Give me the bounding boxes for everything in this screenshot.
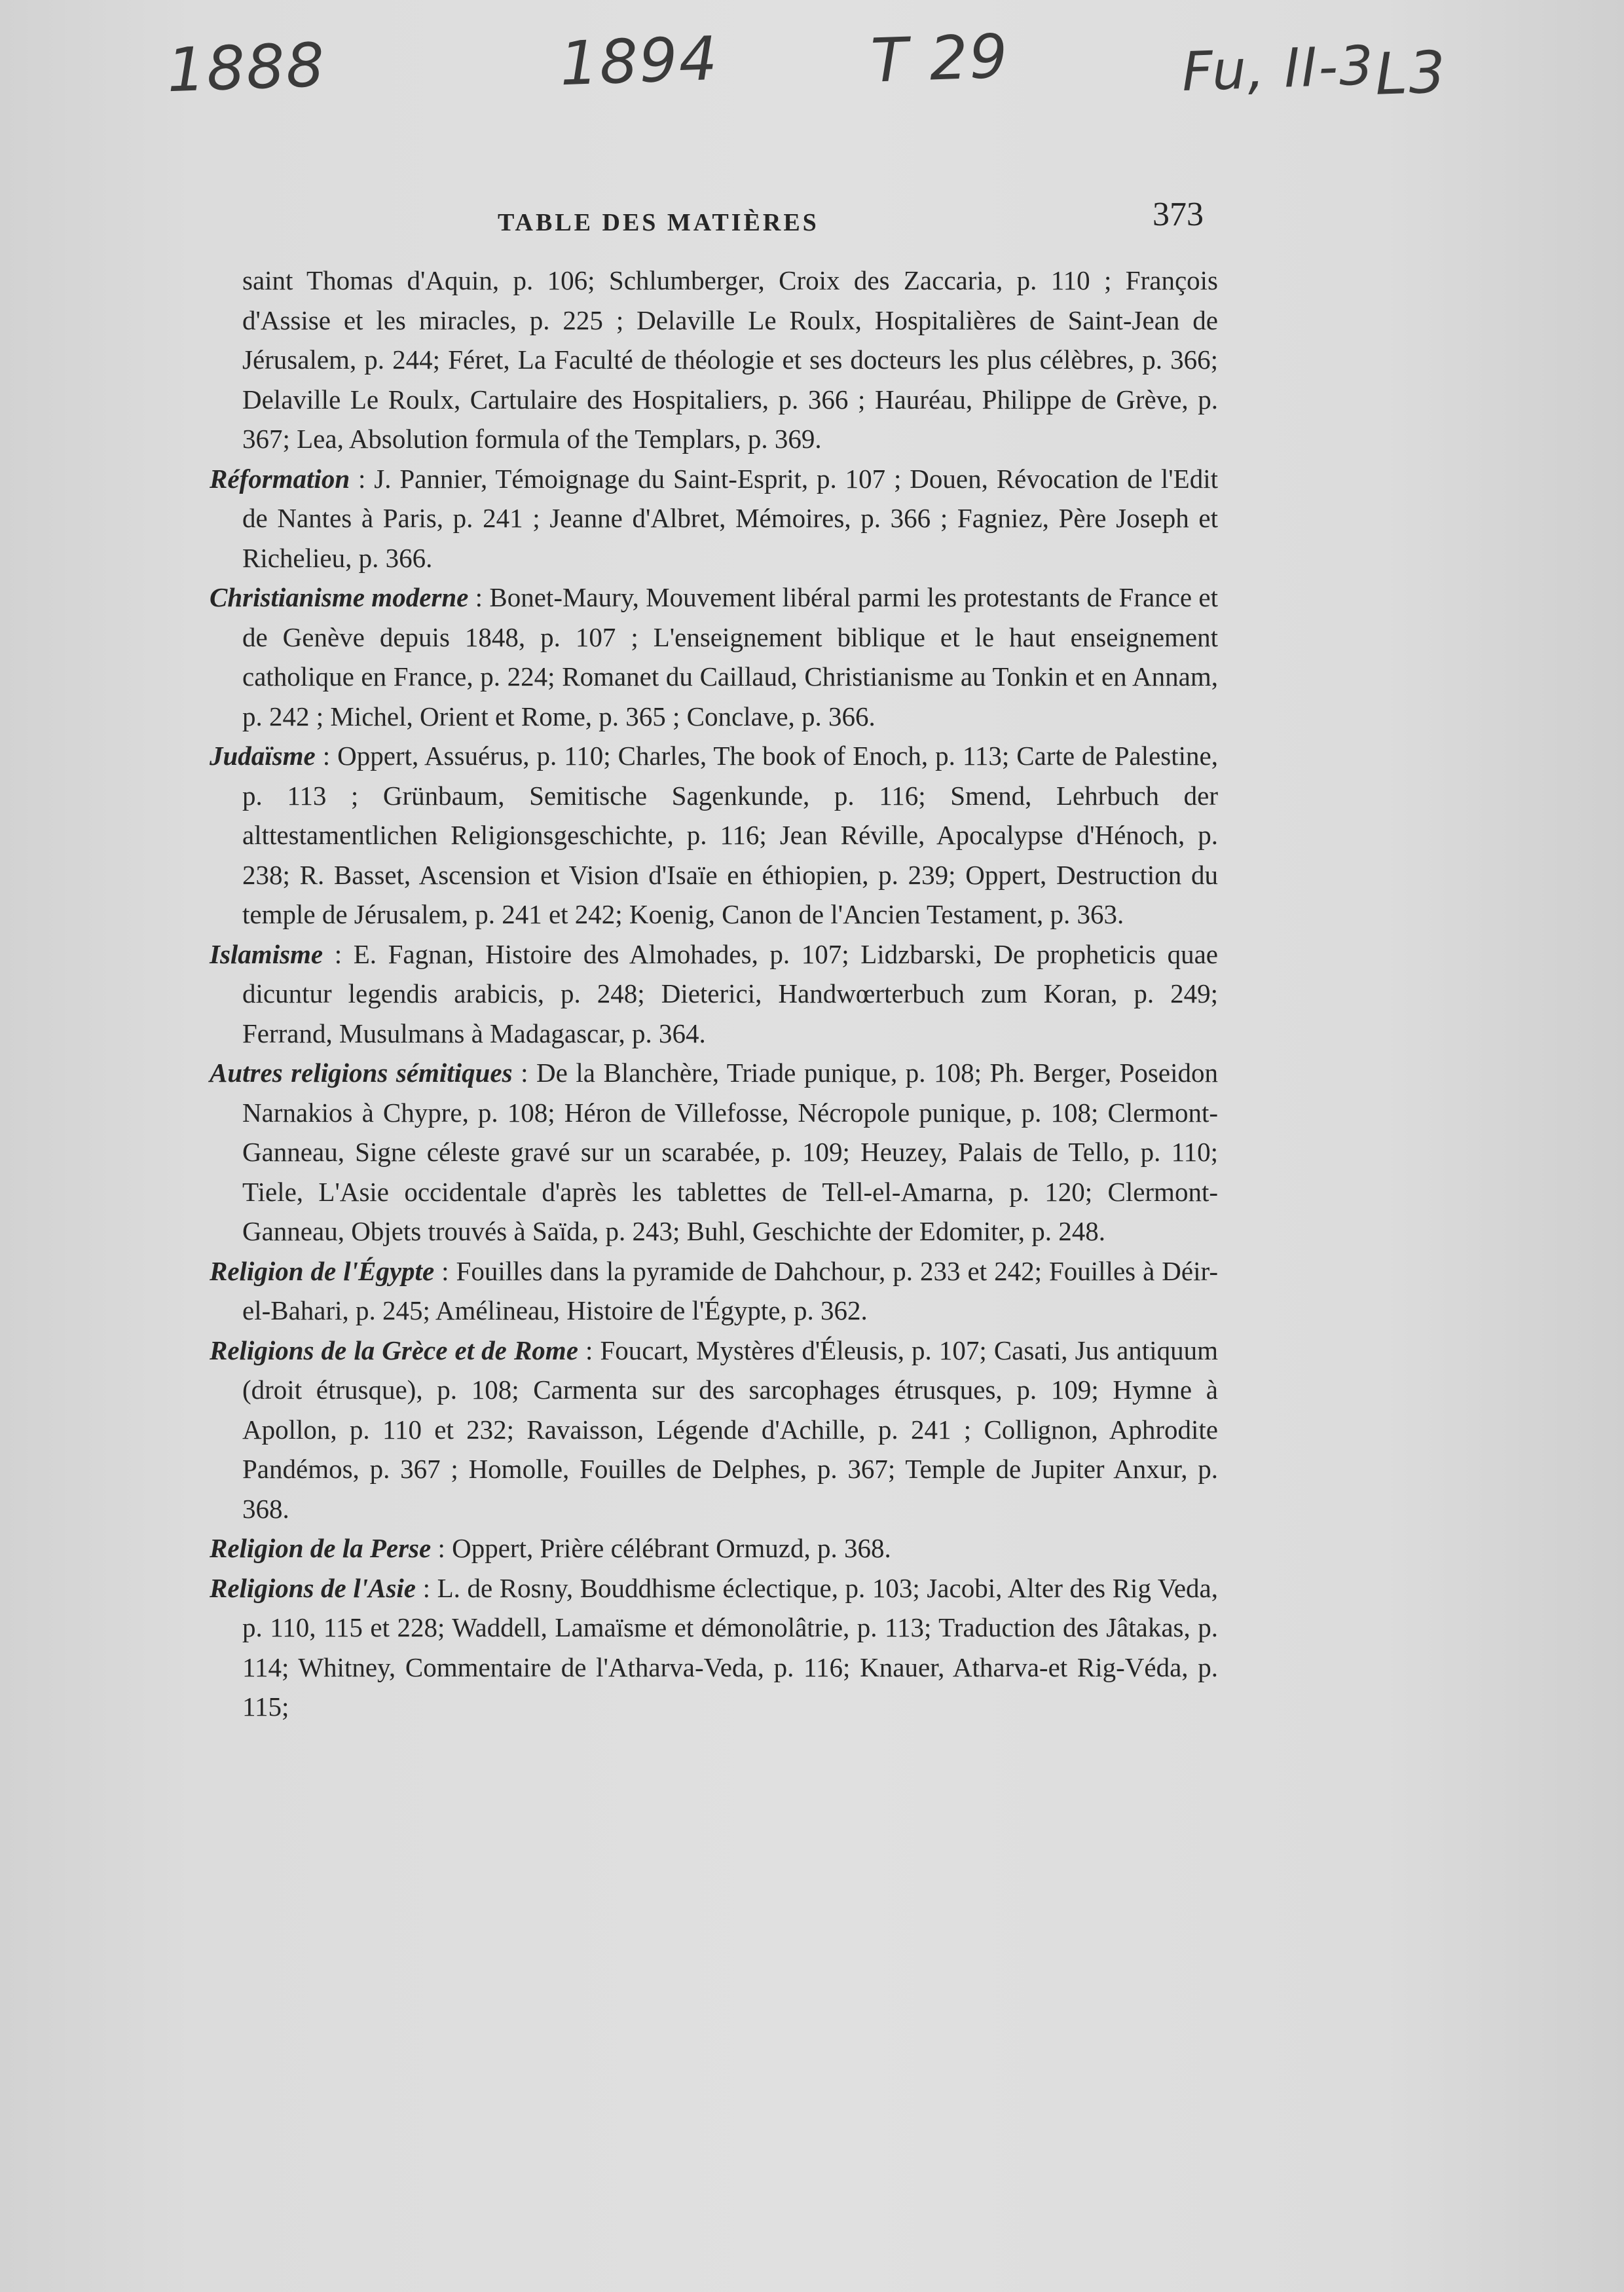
entry-separator: : — [468, 582, 490, 612]
entry-text: Oppert, Assuérus, p. 110; Charles, The book of Enoch, p. 113; Carte de Palestine, p. 113 ; Grünbaum, Semitische Sagenkunde, p. 116; Smend, Lehrbuch der alttestamentlichen Religionsgeschichte, p. 116; Jean Réville, Apocalypse d'Hénoch, p. 238; R. Basset, Ascension et Vision d'Isaïe en éthiopien, p. 239; Oppert, Destruction du temple de Jérusalem, p. 241 et 242; Koenig, Canon de l'Ancien Testament, p. 363. — [242, 741, 1218, 929]
entry-term: Réformation — [210, 463, 350, 494]
toc-entry — [210, 459, 1218, 578]
handwritten-note: 1888 — [166, 29, 327, 106]
entry-term: Religions de l'Asie — [210, 1572, 416, 1603]
toc-entry — [210, 1053, 1218, 1251]
table-of-contents-body — [210, 261, 1218, 1727]
entry-separator: : — [350, 463, 375, 494]
entry-term: Autres religions sémitiques — [210, 1058, 513, 1088]
entry-term: Christianisme moderne — [210, 582, 469, 612]
entry-separator: : — [431, 1533, 452, 1563]
entry-separator: : — [323, 938, 354, 969]
toc-entry — [210, 1331, 1218, 1529]
entry-text: J. Pannier, Témoignage du Saint-Esprit, p. 107 ; Douen, Révocation de l'Edit de Nantes à Paris, p. 241 ; Jeanne d'Albret, Mémoires, p. 366 ; Fagniez, Père Joseph et Richelieu, p. 366. — [242, 463, 1218, 573]
entry-text: saint Thomas d'Aquin, p. 106; Schlumberger, Croix des Zaccaria, p. 110 ; François d'Assise et les miracles, p. 225 ; Delaville Le Roulx, Hospitalières de Saint-Jean de Jérusalem, p. 244; Féret, La Faculté de théologie et ses docteurs les plus célèbres, p. 366; Delaville Le Roulx, Cartulaire des Hospitaliers, p. 366 ; Hauréau, Philippe de Grève, p. 367; Lea, Absolution formula of the Templars, p. 369. — [242, 265, 1218, 454]
entry-text: Fouilles dans la pyramide de Dahchour, p. 233 et 242; Fouilles à Déir-el-Bahari, p. 245; Amélineau, Histoire de l'Égypte, p. 362. — [242, 1255, 1218, 1325]
toc-entry — [210, 1528, 1218, 1568]
toc-entry — [210, 934, 1218, 1054]
toc-entry — [210, 261, 1218, 459]
entry-term: Religion de l'Égypte — [210, 1255, 435, 1286]
entry-term: Islamisme — [210, 938, 323, 969]
entry-term: Religion de la Perse — [210, 1533, 432, 1563]
page-number: 373 — [1153, 196, 1204, 233]
toc-entry — [210, 1568, 1218, 1727]
toc-entry — [210, 736, 1218, 934]
entry-separator: : — [578, 1335, 600, 1365]
toc-entry — [210, 578, 1218, 736]
entry-term: Religions de la Grèce et de Rome — [210, 1335, 578, 1365]
running-header: TABLE DES MATIÈRES — [498, 209, 819, 236]
entry-separator: : — [512, 1058, 537, 1088]
entry-separator: : — [434, 1255, 456, 1286]
entry-text: Oppert, Prière célébrant Ormuzd, p. 368. — [452, 1533, 891, 1563]
entry-text: Foucart, Mystères d'Éleusis, p. 107; Casati, Jus antiquum (droit étrusque), p. 108; Carmenta sur des sarcophages étrusques, p. 109; Hymne à Apollon, p. 110 et 232; Ravaisson, Légende d'Achille, p. 241 ; Collignon, Aphrodite Pandémos, p. 367 ; Homolle, Fouilles de Delphes, p. 367; Temple de Jupiter Anxur, p. 368. — [242, 1335, 1218, 1524]
handwritten-note: 1894 — [559, 23, 720, 100]
entry-text: De la Blanchère, Triade punique, p. 108; Ph. Berger, Poseidon Narnakios à Chypre, p. 108; Héron de Villefosse, Nécropole punique, p. 108; Clermont-Ganneau, Signe céleste gravé sur un scarabée, p. 109; Heuzey, Palais de Tello, p. 110; Tiele, L'Asie occidentale d'après les tablettes de Tell-el-Amarna, p. 120; Clermont-Ganneau, Objets trouvés à Saïda, p. 243; Buhl, Geschichte der Edomiter, p. 248. — [242, 1058, 1218, 1246]
entry-text: L. de Rosny, Bouddhisme éclectique, p. 103; Jacobi, Alter des Rig Veda, p. 110, 115 et 228; Waddell, Lamaïsme et démonolâtrie, p. 113; Traduction des Jâtakas, p. 114; Whitney, Commentaire de l'Atharva-Veda, p. 116; Knauer, Atharva-et Rig-Véda, p. 115; — [242, 1572, 1218, 1722]
handwritten-note: T 29 — [870, 21, 1010, 96]
entry-text: Bonet-Maury, Mouvement libéral parmi les protestants de France et de Genève depuis 1848, p. 107 ; L'enseignement biblique et le haut enseignement catholique en France, p. 224; Romanet du Caillaud, Christianisme au Tonkin et en Annam, p. 242 ; Michel, Orient et Rome, p. 365 ; Conclave, p. 366. — [242, 582, 1218, 731]
entry-text: E. Fagnan, Histoire des Almohades, p. 107; Lidzbarski, De propheticis quae dicuntur legendis arabicis, p. 248; Dieterici, Handwœrterbuch zum Koran, p. 249; Ferrand, Musulmans à Madagascar, p. 364. — [242, 938, 1218, 1048]
entry-separator: : — [315, 741, 338, 771]
entry-separator: : — [416, 1572, 437, 1603]
toc-entry — [210, 1251, 1218, 1331]
handwritten-note: L3 — [1374, 38, 1448, 108]
entry-term: Judaïsme — [210, 741, 316, 771]
handwritten-note: Fu, II-3 — [1181, 34, 1376, 104]
